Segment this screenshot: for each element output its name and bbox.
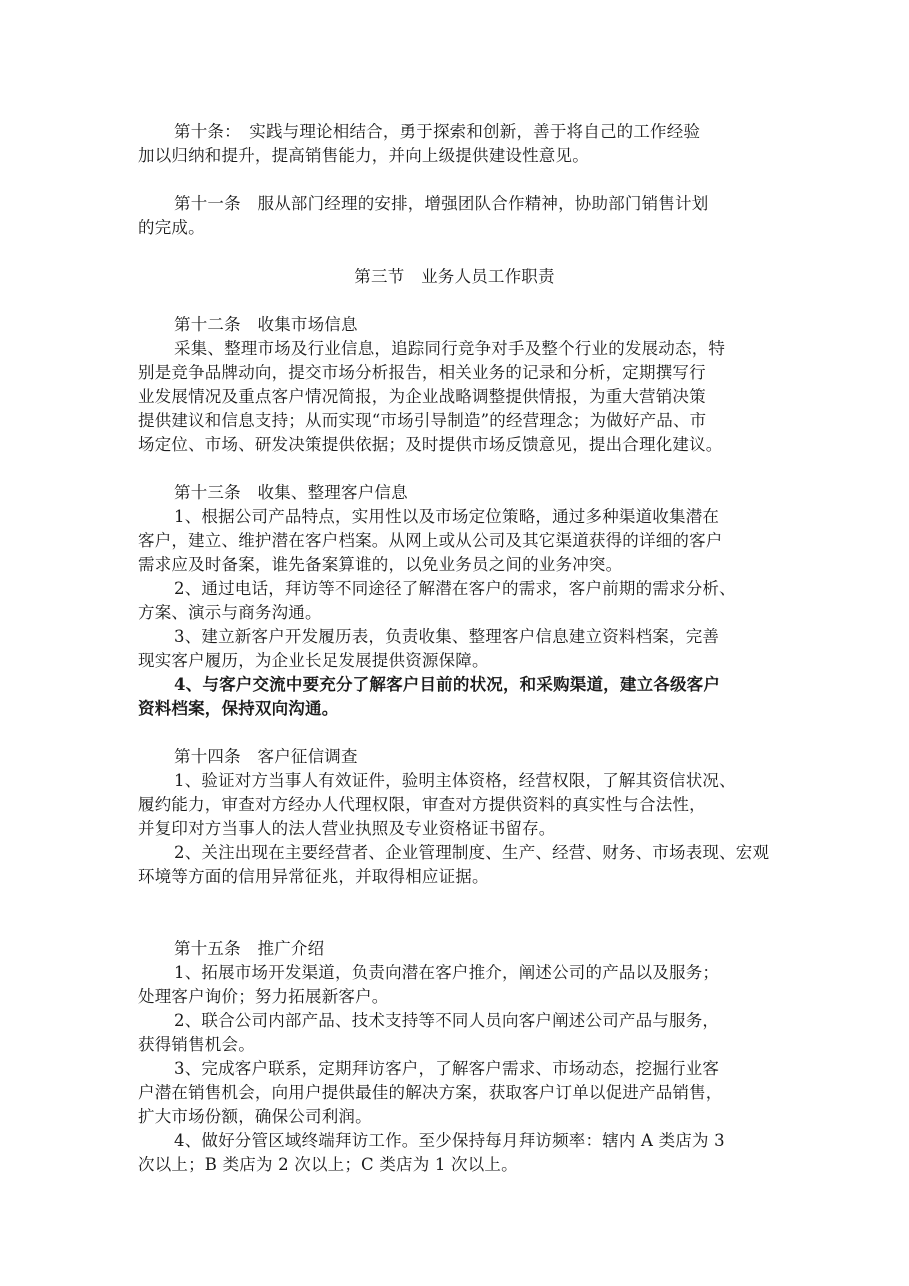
paragraph-line: 3、完成客户联系，定期拜访客户，了解客户需求、市场动态，挖掘行业客 <box>174 1059 720 1078</box>
paragraph-line: 1、根据公司产品特点，实用性以及市场定位策略，通过多种渠道收集潜在 <box>174 507 720 526</box>
paragraph-line: 采集、整理市场及行业信息，追踪同行竞争对手及整个行业的发展动态，特 <box>174 339 726 358</box>
paragraph-line: 业发展情况及重点客户情况简报，为企业战略调整提供情报，为重大营销决策 <box>138 387 706 406</box>
paragraph-line: 场定位、市场、研发决策提供依据；及时提供市场反馈意见，提出合理化建议。 <box>138 435 723 454</box>
paragraph-line: 履约能力，审查对方经办人代理权限，审查对方提供资料的真实性与合法性， <box>138 795 706 814</box>
paragraph-line: 获得销售机会。 <box>138 1035 255 1054</box>
paragraph-line: 次以上；B 类店为 2 次以上；C 类店为 1 次以上。 <box>138 1155 518 1174</box>
paragraph-line: 1、验证对方当事人有效证件，验明主体资格，经营权限，了解其资信状况、 <box>174 771 736 790</box>
article-11-line-2: 的完成。 <box>138 218 205 237</box>
paragraph-line: 4、与客户交流中要充分了解客户目前的状况，和采购渠道，建立各级客户 <box>174 675 721 694</box>
article-11-line-1: 第十一条 服从部门经理的安排，增强团队合作精神，协助部门销售计划 <box>174 194 709 213</box>
paragraph-line: 环境等方面的信用异常征兆，并取得相应证据。 <box>138 867 489 886</box>
article-13-heading: 第十三条 收集、整理客户信息 <box>174 483 408 502</box>
paragraph-line: 扩大市场份额，确保公司利润。 <box>138 1107 372 1126</box>
paragraph-line: 现实客户履历，为企业长足发展提供资源保障。 <box>138 651 489 670</box>
paragraph-line: 户潜在销售机会，向用户提供最佳的解决方案，获取客户订单以促进产品销售， <box>138 1083 723 1102</box>
article-12-heading: 第十二条 收集市场信息 <box>174 315 358 334</box>
section-heading: 第三节 业务人员工作职责 <box>354 267 555 286</box>
paragraph-line: 需求应及时备案，谁先备案算谁的，以免业务员之间的业务冲突。 <box>138 555 623 574</box>
paragraph-line: 4、做好分管区域终端拜访工作。至少保持每月拜访频率：辖内 A 类店为 3 <box>174 1131 725 1150</box>
paragraph-line: 2、联合公司内部产品、技术支持等不同人员向客户阐述公司产品与服务， <box>174 1011 720 1030</box>
paragraph-line: 方案、演示与商务沟通。 <box>138 603 322 622</box>
paragraph-line: 资料档案，保持双向沟通。 <box>138 699 339 718</box>
paragraph-line: 2、通过电话，拜访等不同途径了解潜在客户的需求，客户前期的需求分析、 <box>174 579 736 598</box>
paragraph-line: 处理客户询价；努力拓展新客户。 <box>138 987 389 1006</box>
article-14-heading: 第十四条 客户征信调查 <box>174 747 358 766</box>
paragraph-line: 1、拓展市场开发渠道，负责向潜在客户推介，阐述公司的产品以及服务； <box>174 963 720 982</box>
article-10-line-2: 加以归纳和提升，提高销售能力，并向上级提供建设性意见。 <box>138 146 589 165</box>
article-10-line-1: 第十条： 实践与理论相结合，勇于探索和创新，善于将自己的工作经验 <box>174 122 701 141</box>
article-15-heading: 第十五条 推广介绍 <box>174 939 325 958</box>
paragraph-line: 2、关注出现在主要经营者、企业管理制度、生产、经营、财务、市场表现、宏观 <box>174 843 770 862</box>
paragraph-line: 客户，建立、维护潜在客户档案。从网上或从公司及其它渠道获得的详细的客户 <box>138 531 723 550</box>
paragraph-line: 3、建立新客户开发履历表，负责收集、整理客户信息建立资料档案，完善 <box>174 627 720 646</box>
paragraph-line: 并复印对方当事人的法人营业执照及专业资格证书留存。 <box>138 819 556 838</box>
paragraph-line: 提供建议和信息支持；从而实现“市场引导制造”的经营理念；为做好产品、市 <box>138 411 707 430</box>
paragraph-line: 别是竞争品牌动向，提交市场分析报告，相关业务的记录和分析，定期撰写行 <box>138 363 706 382</box>
